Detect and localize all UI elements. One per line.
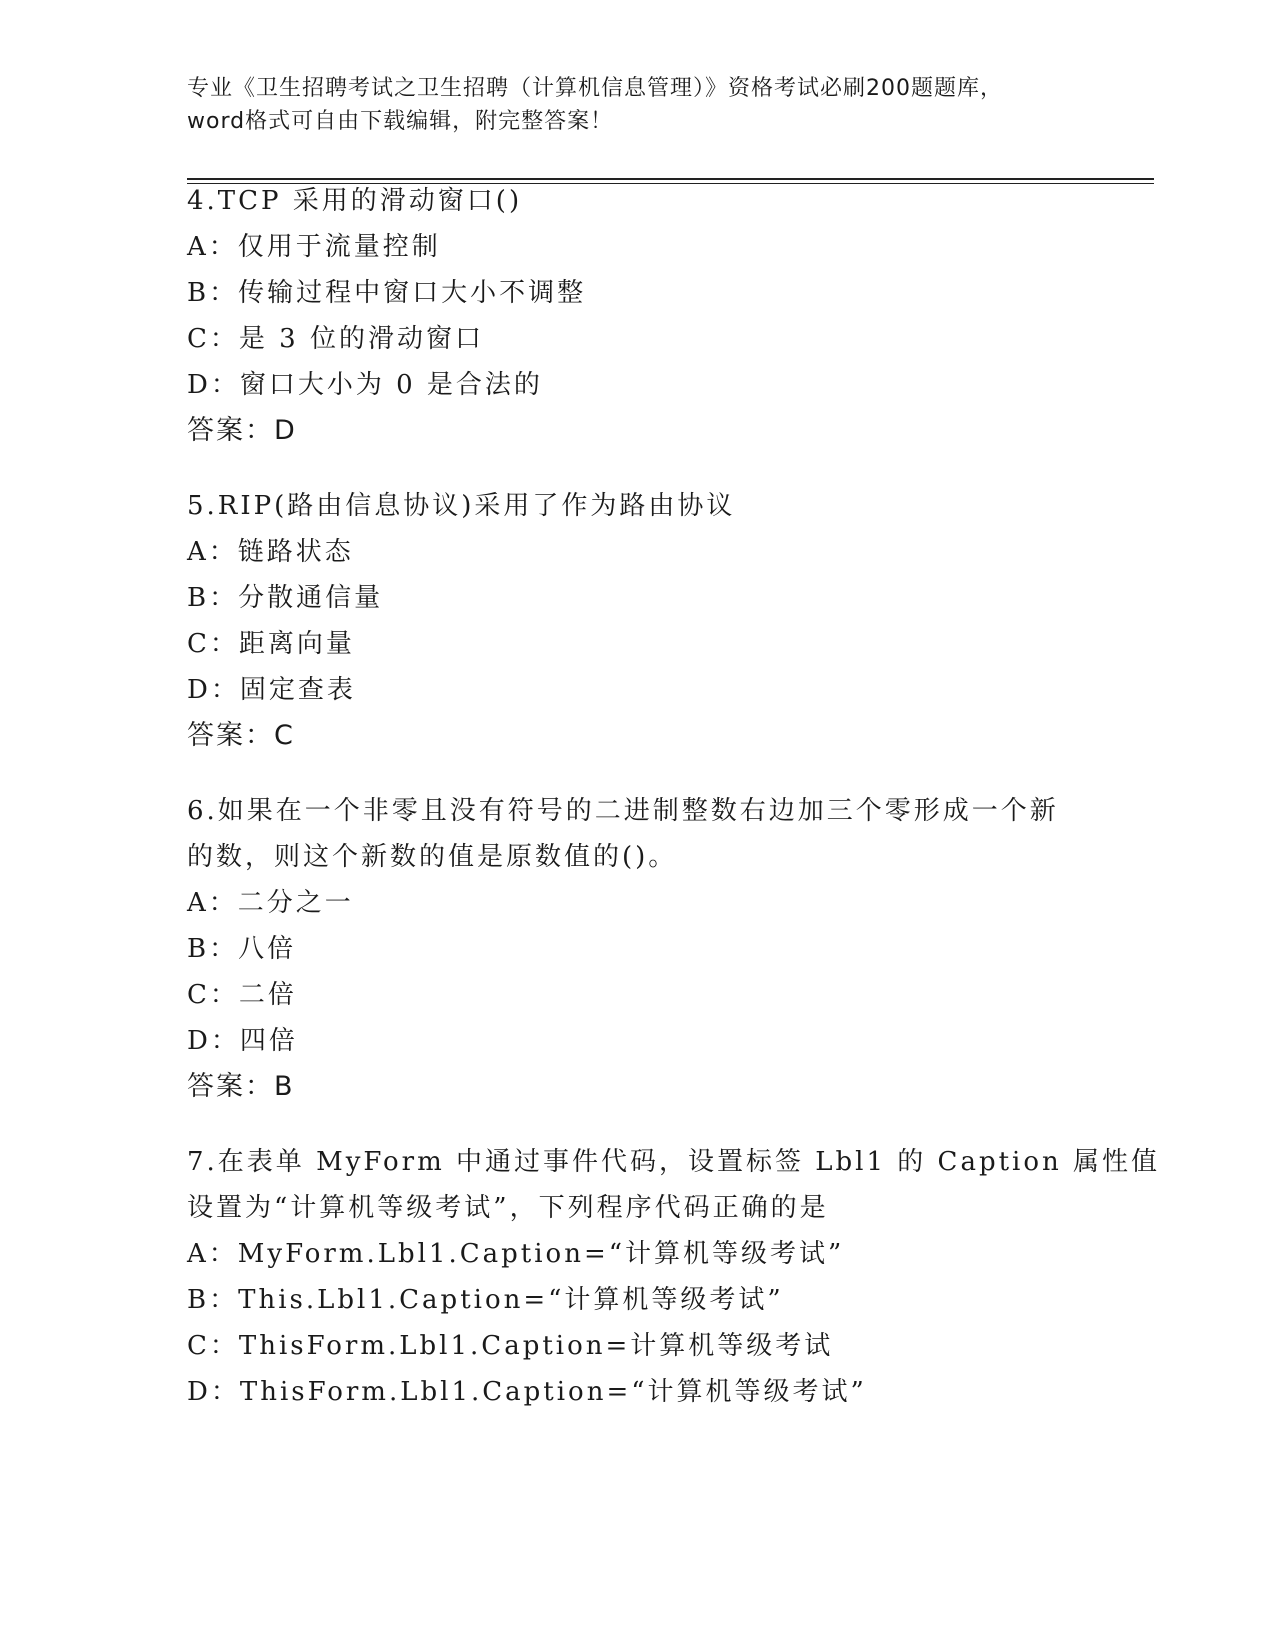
option-c — [187, 621, 1087, 667]
answer-line: 答案：B — [187, 1071, 295, 1102]
option-text: 距离向量 — [238, 629, 355, 659]
option-d — [187, 1369, 1087, 1415]
option-letter: A： — [187, 537, 238, 567]
option-text: 固定查表 — [239, 675, 356, 705]
option-b — [187, 270, 1087, 316]
option-c — [187, 316, 1087, 362]
answer-line: 答案：D — [187, 415, 297, 446]
option-c — [187, 1323, 1087, 1369]
header-line-2: word格式可自由下载编辑，附完整答案！ — [187, 109, 614, 134]
option-text: 是 3 位的滑动窗口 — [238, 324, 484, 354]
option-text: 分散通信量 — [238, 583, 384, 613]
option-letter: C： — [187, 324, 239, 354]
option-text: 链路状态 — [237, 537, 354, 567]
question-stem: 4.TCP 采用的滑动窗口() — [187, 186, 523, 216]
option-letter: D： — [187, 370, 240, 400]
option-text: 八倍 — [238, 934, 297, 964]
option-a — [187, 529, 1087, 575]
question-stem-line-2: 设置为“计算机等级考试”，下列程序代码正确的是 — [187, 1193, 829, 1223]
option-b — [187, 575, 1087, 621]
option-letter: B： — [187, 1285, 239, 1315]
option-letter: D： — [187, 1377, 240, 1407]
option-text: 四倍 — [239, 1026, 298, 1056]
option-letter: A： — [187, 232, 238, 262]
option-letter: B： — [187, 934, 239, 964]
option-letter: D： — [187, 675, 240, 705]
option-text: 仅用于流量控制 — [237, 232, 441, 262]
option-b — [187, 1277, 1087, 1323]
question-4 — [187, 178, 1087, 454]
option-text: 窗口大小为 0 是合法的 — [239, 370, 543, 400]
option-text: 二倍 — [238, 980, 297, 1010]
option-letter: C： — [187, 1331, 239, 1361]
option-text: ThisForm.Lbl1.Caption=“计算机等级考试” — [239, 1377, 867, 1407]
option-letter: B： — [187, 278, 239, 308]
option-text: This.Lbl1.Caption=“计算机等级考试” — [238, 1285, 784, 1315]
option-text: MyForm.Lbl1.Caption=“计算机等级考试” — [237, 1239, 845, 1269]
question-6 — [187, 788, 1087, 1110]
option-d — [187, 1018, 1087, 1064]
question-7 — [187, 1139, 1161, 1415]
document-header — [187, 72, 1087, 138]
option-d — [187, 667, 1087, 713]
option-letter: A： — [187, 1239, 238, 1269]
option-a — [187, 880, 1087, 926]
option-text: 二分之一 — [237, 888, 354, 918]
option-letter: C： — [187, 980, 239, 1010]
question-stem: 5.RIP(路由信息协议)采用了作为路由协议 — [187, 491, 736, 521]
header-line-1: 专业《卫生招聘考试之卫生招聘（计算机信息管理）》资格考试必刷200题题库， — [187, 76, 1003, 101]
question-stem-line-1: 7.在表单 MyForm 中通过事件代码，设置标签 Lbl1 的 Caption 属性值 — [187, 1147, 1161, 1177]
option-text: 传输过程中窗口大小不调整 — [238, 278, 587, 308]
option-d — [187, 362, 1087, 408]
option-letter: C： — [187, 629, 239, 659]
question-stem-line-1: 6.如果在一个非零且没有符号的二进制整数右边加三个零形成一个新 — [187, 796, 1059, 826]
option-letter: D： — [187, 1026, 240, 1056]
question-stem-line-2: 的数，则这个新数的值是原数值的()。 — [187, 842, 678, 872]
option-text: ThisForm.Lbl1.Caption=计算机等级考试 — [238, 1331, 834, 1361]
option-a — [187, 1231, 1087, 1277]
option-b — [187, 926, 1087, 972]
answer-line: 答案：C — [187, 720, 295, 751]
option-letter: A： — [187, 888, 238, 918]
option-letter: B： — [187, 583, 239, 613]
option-c — [187, 972, 1087, 1018]
question-5 — [187, 483, 1087, 759]
option-a — [187, 224, 1087, 270]
